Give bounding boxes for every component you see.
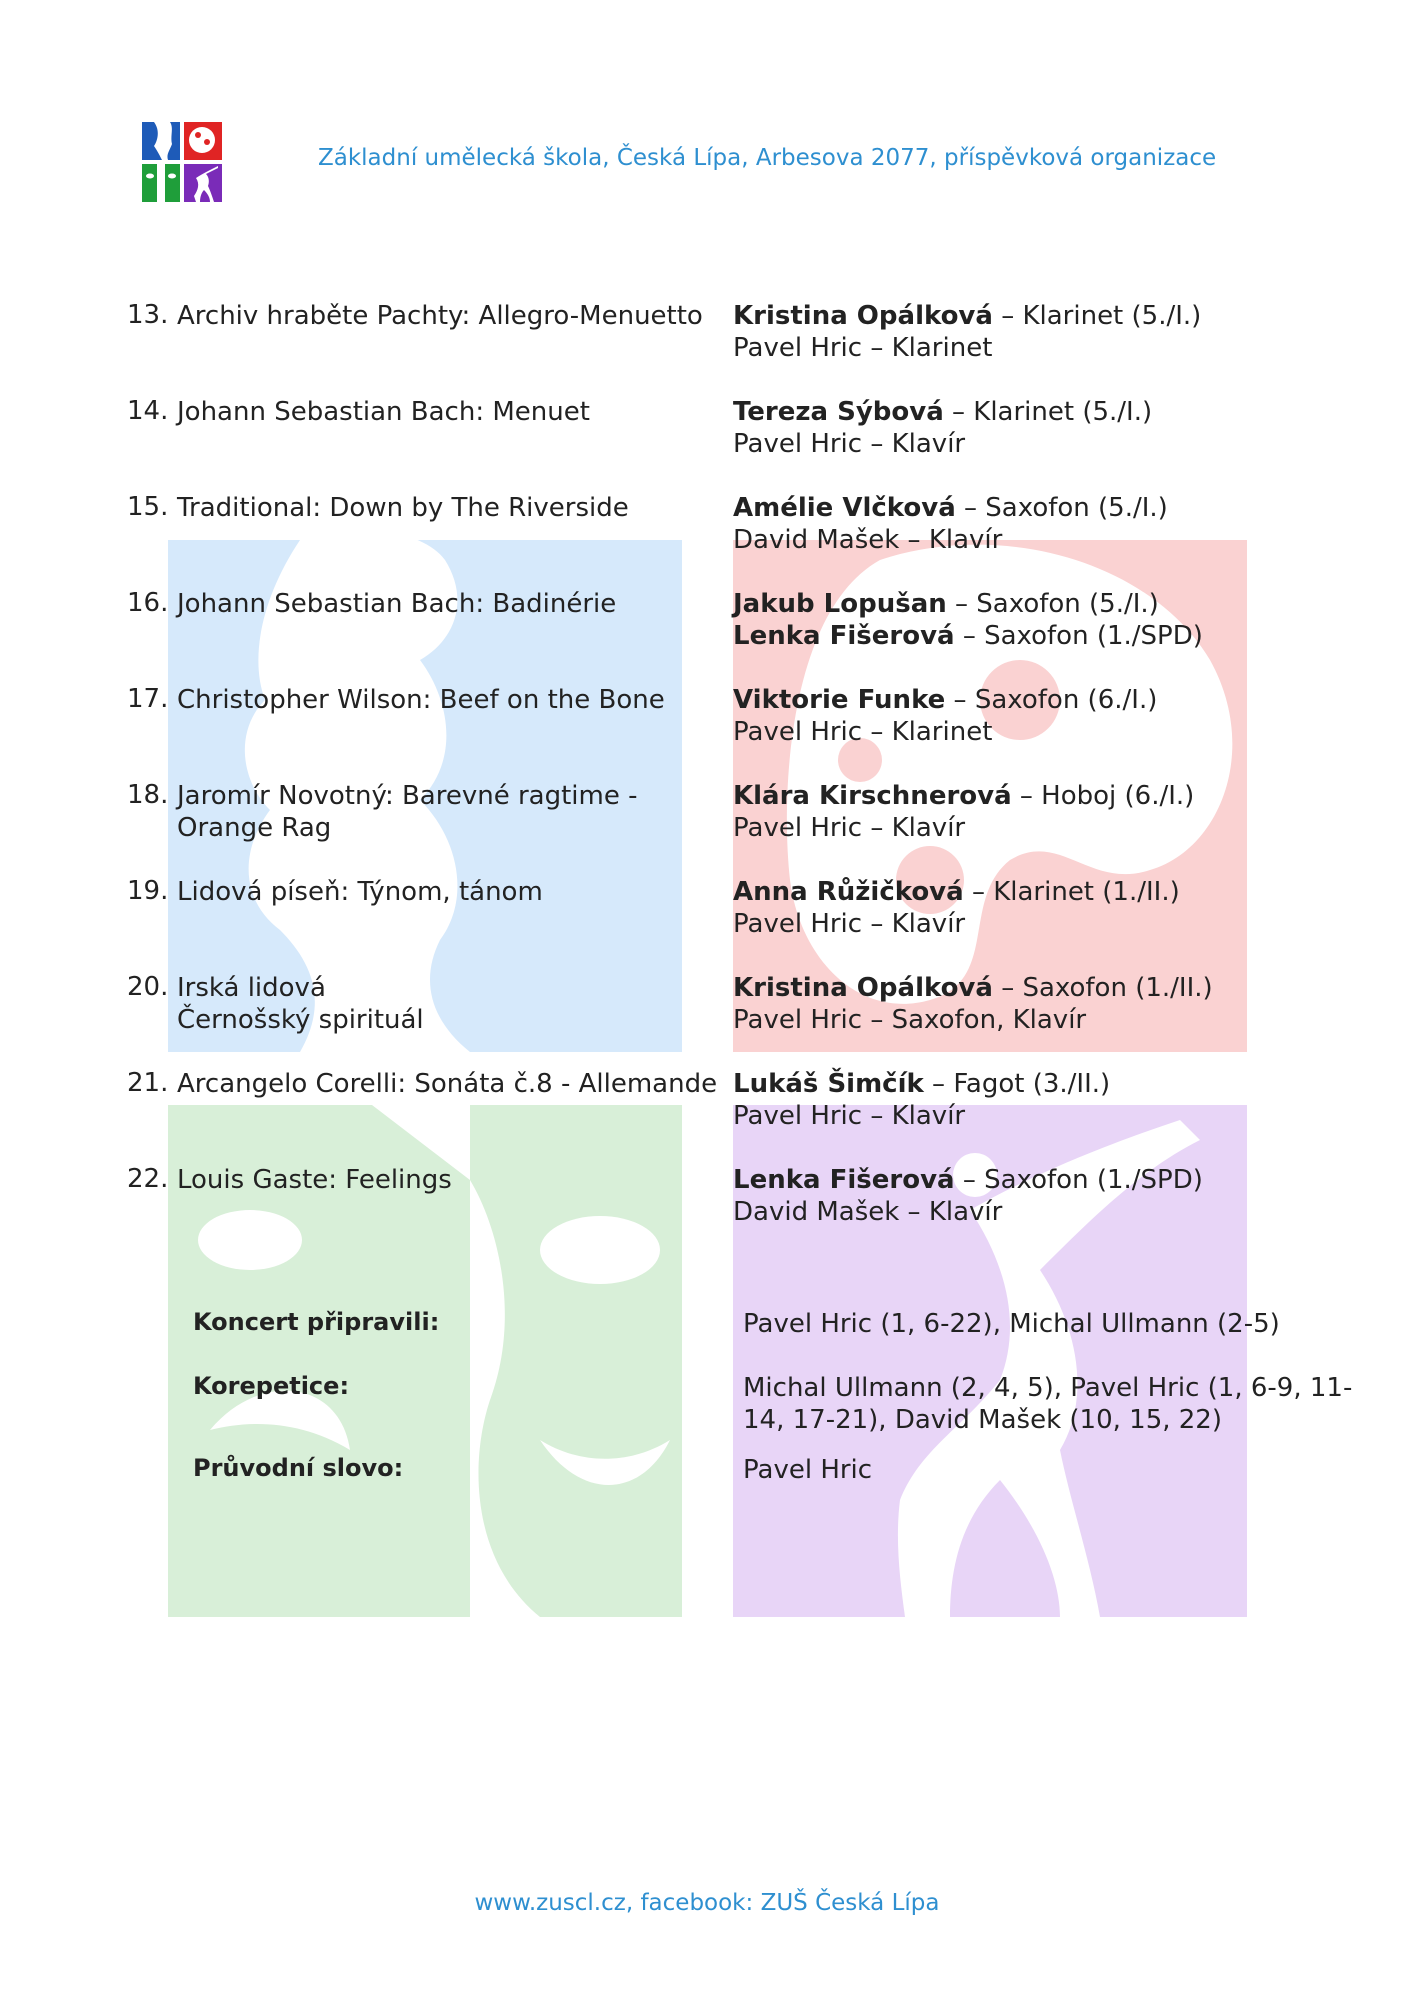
- performer-detail: Pavel Hric – Klavír: [733, 1101, 966, 1131]
- credit-label: Korepetice:: [193, 1372, 350, 1400]
- program-item: [0, 1068, 1414, 1138]
- piece-title: [177, 396, 717, 428]
- performer-detail: – Saxofon (1./SPD): [954, 621, 1203, 651]
- item-number: 20.: [127, 972, 169, 1002]
- performer-detail: Pavel Hric – Klavír: [733, 813, 966, 843]
- credit-line: Pavel Hric: [743, 1455, 873, 1485]
- item-number: 13.: [127, 300, 169, 330]
- music-mask-icon: [142, 122, 180, 160]
- item-number: 17.: [127, 684, 169, 714]
- title-line: Archiv hraběte Pachty: Allegro-Menuetto: [177, 301, 703, 331]
- performer-detail: Pavel Hric – Klarinet: [733, 717, 993, 747]
- performer-detail: David Mašek – Klavír: [733, 1197, 1003, 1227]
- title-line: Černošský spirituál: [177, 1005, 424, 1035]
- credit-value: [743, 1308, 1323, 1340]
- title-line: Johann Sebastian Bach: Badinérie: [177, 589, 617, 619]
- theatre-masks-icon: [142, 164, 180, 202]
- piece-title: [177, 972, 717, 1036]
- performers: [733, 780, 1353, 844]
- performer-line: [733, 1164, 1353, 1196]
- performer-detail: – Saxofon (6./I.): [945, 685, 1158, 715]
- performer-line: [733, 908, 1353, 940]
- program-item: [0, 972, 1414, 1042]
- palette-icon: [184, 122, 222, 160]
- program-item: [0, 300, 1414, 370]
- performers: [733, 684, 1353, 748]
- performer-detail: – Klarinet (5./I.): [943, 397, 1153, 427]
- school-logo: [140, 120, 224, 204]
- performer-line: [733, 716, 1353, 748]
- performers: [733, 1068, 1353, 1132]
- program-item: [0, 588, 1414, 658]
- performer-detail: – Saxofon (5./I.): [955, 493, 1168, 523]
- performers: [733, 876, 1353, 940]
- performer-name: Lenka Fišerová: [733, 621, 955, 651]
- performer-name: Jakub Lopušan: [733, 589, 947, 619]
- piece-title: [177, 780, 717, 844]
- piece-title: [177, 492, 717, 524]
- performer-line: [733, 1004, 1353, 1036]
- performer-name: Kristina Opálková: [733, 301, 993, 331]
- performers: [733, 1164, 1353, 1228]
- performer-detail: – Saxofon (5./I.): [946, 589, 1159, 619]
- performer-line: [733, 780, 1353, 812]
- piece-title: [177, 684, 717, 716]
- title-line: Arcangelo Corelli: Sonáta č.8 - Allemande: [177, 1069, 718, 1099]
- credit-line: Michal Ullmann (2, 4, 5), Pavel Hric (1, 6-9, 11-: [743, 1373, 1353, 1403]
- piece-title: [177, 588, 717, 620]
- performer-line: [733, 428, 1353, 460]
- item-number: 21.: [127, 1068, 169, 1098]
- performer-detail: David Mašek – Klavír: [733, 525, 1003, 555]
- title-line: Orange Rag: [177, 813, 332, 843]
- performer-line: [733, 588, 1353, 620]
- performer-name: Viktorie Funke: [733, 685, 946, 715]
- program-item: [0, 780, 1414, 850]
- performers: [733, 588, 1353, 652]
- title-line: Louis Gaste: Feelings: [177, 1165, 452, 1195]
- dancer-icon: [184, 164, 222, 202]
- performer-line: [733, 1100, 1353, 1132]
- program-item: [0, 1164, 1414, 1234]
- performer-detail: – Fagot (3./II.): [923, 1069, 1111, 1099]
- performer-line: [733, 812, 1353, 844]
- item-number: 15.: [127, 492, 169, 522]
- credit-label: Koncert připravili:: [193, 1308, 440, 1336]
- title-line: Christopher Wilson: Beef on the Bone: [177, 685, 665, 715]
- performer-line: [733, 332, 1353, 364]
- program-item: [0, 492, 1414, 562]
- performer-detail: Pavel Hric – Saxofon, Klavír: [733, 1005, 1087, 1035]
- program-item: [0, 396, 1414, 466]
- performers: [733, 396, 1353, 460]
- credit-value: [743, 1372, 1353, 1436]
- performer-name: Amélie Vlčková: [733, 493, 956, 523]
- performer-detail: – Hoboj (6./I.): [1011, 781, 1195, 811]
- performer-line: [733, 524, 1353, 556]
- performer-detail: – Klarinet (1./II.): [963, 877, 1180, 907]
- performer-line: [733, 396, 1353, 428]
- program-item: [0, 876, 1414, 946]
- performer-detail: – Saxofon (1./SPD): [954, 1165, 1203, 1195]
- performer-name: Anna Růžičková: [733, 877, 964, 907]
- performer-detail: – Saxofon (1./II.): [992, 973, 1213, 1003]
- performer-name: Lukáš Šimčík: [733, 1069, 924, 1099]
- piece-title: [177, 300, 717, 332]
- performer-name: Klára Kirschnerová: [733, 781, 1012, 811]
- title-line: Traditional: Down by The Riverside: [177, 493, 629, 523]
- title-line: Johann Sebastian Bach: Menuet: [177, 397, 590, 427]
- performer-name: Kristina Opálková: [733, 973, 993, 1003]
- credit-label: Průvodní slovo:: [193, 1454, 404, 1482]
- performer-line: [733, 300, 1353, 332]
- performer-detail: Pavel Hric – Klavír: [733, 429, 966, 459]
- item-number: 18.: [127, 780, 169, 810]
- performer-line: [733, 1196, 1353, 1228]
- item-number: 22.: [127, 1164, 169, 1194]
- title-line: Lidová píseň: Týnom, tánom: [177, 877, 543, 907]
- program-item: [0, 684, 1414, 754]
- credit-value: [743, 1454, 1323, 1486]
- performer-line: [733, 876, 1353, 908]
- performer-line: [733, 972, 1353, 1004]
- footer-links[interactable]: www.zuscl.cz, facebook: ZUŠ Česká Lípa: [474, 1890, 940, 1916]
- performer-line: [733, 620, 1353, 652]
- title-line: Irská lidová: [177, 973, 326, 1003]
- credit-line: 14, 17-21), David Mašek (10, 15, 22): [743, 1405, 1222, 1435]
- performer-line: [733, 684, 1353, 716]
- performer-detail: Pavel Hric – Klarinet: [733, 333, 993, 363]
- item-number: 16.: [127, 588, 169, 618]
- performer-detail: – Klarinet (5./I.): [992, 301, 1202, 331]
- performer-line: [733, 492, 1353, 524]
- school-header: Základní umělecká škola, Česká Lípa, Arbesova 2077, příspěvková organizace: [318, 145, 1217, 171]
- performer-name: Tereza Sýbová: [733, 397, 944, 427]
- piece-title: [177, 876, 717, 908]
- performers: [733, 492, 1353, 556]
- title-line: Jaromír Novotný: Barevné ragtime -: [177, 781, 638, 811]
- performers: [733, 972, 1353, 1036]
- performer-name: Lenka Fišerová: [733, 1165, 955, 1195]
- piece-title: [177, 1068, 717, 1100]
- piece-title: [177, 1164, 717, 1196]
- credit-line: Pavel Hric (1, 6-22), Michal Ullmann (2-5): [743, 1309, 1280, 1339]
- item-number: 14.: [127, 396, 169, 426]
- performer-line: [733, 1068, 1353, 1100]
- performers: [733, 300, 1353, 364]
- performer-detail: Pavel Hric – Klavír: [733, 909, 966, 939]
- item-number: 19.: [127, 876, 169, 906]
